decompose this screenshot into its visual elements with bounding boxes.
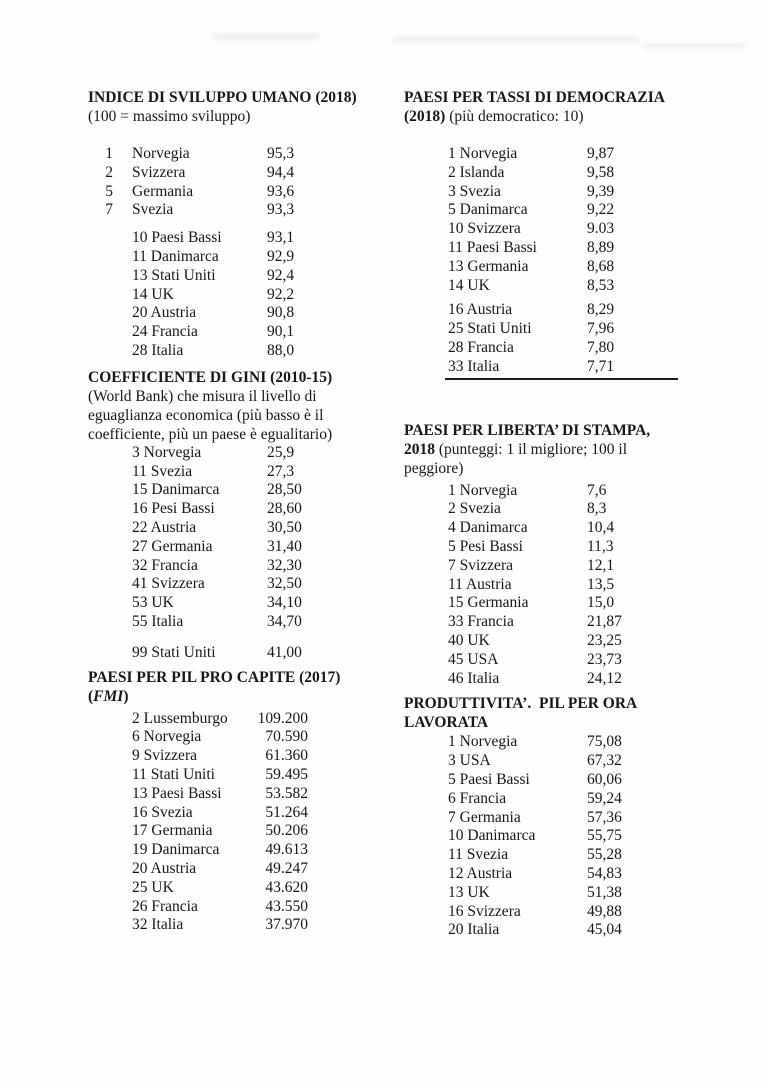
ranking-row bbox=[404, 239, 764, 258]
value: 9,22 bbox=[587, 201, 615, 219]
ranking-row bbox=[404, 557, 764, 576]
ranking-row bbox=[404, 500, 764, 519]
rank-country: 11 Austria bbox=[448, 575, 512, 593]
ranking-row bbox=[88, 183, 398, 202]
rank-country: 28 Francia bbox=[448, 338, 514, 356]
value: 28,50 bbox=[267, 481, 302, 499]
heading-line bbox=[88, 425, 398, 444]
heading-text: FMI bbox=[93, 687, 124, 705]
rank-country: 6 Norvegia bbox=[132, 728, 202, 746]
rank-country: 5 Pesi Bassi bbox=[448, 537, 523, 555]
section-pil-pro-capite bbox=[88, 668, 398, 936]
heading-text: (più democratico: 10) bbox=[445, 108, 584, 125]
value: 8,68 bbox=[587, 257, 615, 275]
ranking-row bbox=[88, 267, 398, 286]
heading-text: eguaglianza economica (più basso è il bbox=[88, 406, 324, 424]
rank-country: 45 USA bbox=[448, 650, 499, 668]
ranking-list bbox=[404, 301, 764, 376]
rank-country: 17 Germania bbox=[132, 822, 213, 840]
rank-country: 9 Svizzera bbox=[132, 747, 197, 765]
value: 7,96 bbox=[587, 320, 615, 338]
ranking-row bbox=[88, 500, 398, 519]
value: 61.360 bbox=[265, 747, 308, 765]
ranking-row bbox=[88, 594, 398, 613]
country: Svizzera bbox=[132, 163, 186, 181]
ranking-row bbox=[404, 145, 764, 164]
rank: 2 bbox=[105, 163, 113, 181]
ranking-row bbox=[404, 771, 764, 790]
ranking-row bbox=[88, 916, 398, 935]
ranking-row bbox=[88, 728, 398, 747]
rank-country: 11 Svezia bbox=[132, 462, 193, 480]
rank-country: 3 Norvegia bbox=[132, 443, 202, 461]
rank-country: 1 Norvegia bbox=[448, 481, 518, 499]
value: 10,4 bbox=[587, 519, 615, 537]
rank-country: 26 Francia bbox=[132, 897, 198, 915]
rank-country: 16 Pesi Bassi bbox=[132, 500, 215, 518]
ranking-row bbox=[404, 670, 764, 689]
rank-country: 11 Paesi Bassi bbox=[448, 238, 537, 256]
section-heading bbox=[88, 88, 398, 126]
section-tassi-democrazia bbox=[404, 88, 764, 380]
ranking-row bbox=[404, 733, 764, 752]
rank-country: 32 Francia bbox=[132, 556, 198, 574]
rank-country: 3 USA bbox=[448, 752, 491, 770]
horizontal-rule bbox=[445, 378, 678, 380]
rank-country: 40 UK bbox=[448, 631, 490, 649]
rank-country: 16 Svezia bbox=[132, 803, 193, 821]
ranking-list bbox=[88, 444, 398, 632]
heading-line bbox=[404, 459, 764, 478]
country: Svezia bbox=[132, 201, 174, 219]
value: 15,0 bbox=[587, 594, 615, 612]
country: Germania bbox=[132, 182, 194, 200]
heading-line bbox=[88, 687, 398, 706]
heading-text: PRODUTTIVITA’. PIL PER ORA bbox=[404, 695, 638, 713]
ranking-row bbox=[404, 903, 764, 922]
ranking-row bbox=[404, 183, 764, 202]
value: 88,0 bbox=[267, 341, 295, 359]
value: 31,40 bbox=[267, 537, 302, 555]
scan-artifact bbox=[392, 36, 640, 42]
ranking-row bbox=[88, 747, 398, 766]
heading-text: PAESI PER TASSI DI DEMOCRAZIA bbox=[404, 89, 665, 106]
section-heading bbox=[404, 88, 764, 126]
heading-text: (2018) bbox=[404, 108, 446, 125]
heading-line bbox=[404, 421, 764, 440]
value: 109.200 bbox=[257, 709, 308, 727]
rank-country: 14 UK bbox=[448, 276, 490, 294]
ranking-row bbox=[404, 752, 764, 771]
rank-country: 4 Danimarca bbox=[448, 519, 528, 537]
value: 8,29 bbox=[587, 301, 615, 319]
ranking-row bbox=[404, 613, 764, 632]
ranking-row bbox=[88, 164, 398, 183]
value: 43.550 bbox=[265, 897, 308, 915]
ranking-row bbox=[88, 481, 398, 500]
value: 12,1 bbox=[587, 556, 615, 574]
rank-country: 99 Stati Uniti bbox=[132, 643, 216, 661]
value: 8,53 bbox=[587, 276, 615, 294]
scan-artifact bbox=[642, 43, 747, 48]
value: 34,70 bbox=[267, 612, 302, 630]
ranking-row bbox=[88, 879, 398, 898]
value: 7,80 bbox=[587, 338, 615, 356]
rank-country: 15 Danimarca bbox=[132, 481, 220, 499]
heading-text: LAVORATA bbox=[404, 714, 489, 732]
section-heading bbox=[88, 668, 398, 706]
value: 13,5 bbox=[587, 575, 615, 593]
rank-country: 25 Stati Uniti bbox=[448, 320, 532, 338]
section-heading bbox=[404, 421, 764, 478]
heading-line bbox=[88, 668, 398, 687]
rank-country: 41 Svizzera bbox=[132, 575, 205, 593]
heading-text: PAESI PER LIBERTA’ DI STAMPA, bbox=[404, 421, 651, 439]
ranking-row bbox=[88, 248, 398, 267]
ranking-row bbox=[88, 710, 398, 729]
rank-country: 13 Stati Uniti bbox=[132, 266, 216, 284]
rank-country: 11 Stati Uniti bbox=[132, 765, 215, 783]
heading-line bbox=[88, 406, 398, 425]
ranking-row bbox=[404, 339, 764, 358]
rank-country: 53 UK bbox=[132, 594, 174, 612]
value: 60,06 bbox=[587, 770, 622, 788]
rank-country: 22 Austria bbox=[132, 518, 197, 536]
value: 34,10 bbox=[267, 594, 302, 612]
section-heading bbox=[404, 694, 764, 732]
heading-line bbox=[88, 387, 398, 406]
value: 27,3 bbox=[267, 462, 295, 480]
value: 28,60 bbox=[267, 500, 302, 518]
rank-country: 27 Germania bbox=[132, 537, 213, 555]
value: 11,3 bbox=[587, 537, 614, 555]
ranking-row bbox=[404, 576, 764, 595]
ranking-row bbox=[404, 320, 764, 339]
heading-line bbox=[88, 368, 398, 387]
heading-text: ) bbox=[123, 687, 129, 705]
ranking-row bbox=[404, 277, 764, 296]
value: 92,9 bbox=[267, 247, 295, 265]
value: 92,4 bbox=[267, 266, 295, 284]
value: 8,89 bbox=[587, 238, 615, 256]
value: 93,6 bbox=[267, 182, 295, 200]
rank-country: 5 Danimarca bbox=[448, 201, 528, 219]
section-heading bbox=[88, 368, 398, 444]
ranking-row bbox=[404, 201, 764, 220]
value: 30,50 bbox=[267, 518, 302, 536]
rank-country: 14 UK bbox=[132, 285, 174, 303]
ranking-row bbox=[404, 482, 764, 501]
heading-text: PAESI PER PIL PRO CAPITE (2017) bbox=[88, 668, 341, 686]
ranking-row bbox=[404, 921, 764, 940]
value: 93,3 bbox=[267, 201, 295, 219]
value: 92,2 bbox=[267, 285, 295, 303]
country: Norvegia bbox=[132, 145, 190, 162]
value: 45,04 bbox=[587, 921, 622, 939]
rank-country: 10 Danimarca bbox=[448, 827, 536, 845]
value: 25,9 bbox=[267, 443, 295, 461]
left-column bbox=[88, 88, 398, 935]
rank-country: 24 Francia bbox=[132, 323, 198, 341]
rank-country: 13 UK bbox=[448, 883, 490, 901]
ranking-row bbox=[88, 286, 398, 305]
value: 55,75 bbox=[587, 827, 622, 845]
value: 9.03 bbox=[587, 220, 615, 238]
value: 49,88 bbox=[587, 902, 622, 920]
rank-country: 15 Germania bbox=[448, 594, 529, 612]
rank-country: 11 Svezia bbox=[448, 846, 509, 864]
rank-country: 5 Paesi Bassi bbox=[448, 770, 530, 788]
ranking-row bbox=[88, 785, 398, 804]
rank-country: 16 Svizzera bbox=[448, 902, 521, 920]
value: 55,28 bbox=[587, 846, 622, 864]
ranking-row bbox=[88, 323, 398, 342]
ranking-row bbox=[88, 463, 398, 482]
value: 51,38 bbox=[587, 883, 622, 901]
ranking-row bbox=[88, 538, 398, 557]
ranking-row bbox=[88, 860, 398, 879]
rank-country: 46 Italia bbox=[448, 669, 500, 687]
rank-country: 16 Austria bbox=[448, 301, 513, 319]
heading-line bbox=[88, 88, 398, 107]
rank-country: 6 Francia bbox=[448, 789, 507, 807]
heading-text: COEFFICIENTE DI GINI (2010-15) bbox=[88, 368, 333, 386]
section-coefficiente-gini bbox=[88, 368, 398, 663]
heading-line bbox=[404, 694, 764, 713]
value: 70.590 bbox=[265, 728, 308, 746]
value: 90,8 bbox=[267, 304, 295, 322]
ranking-row bbox=[404, 358, 764, 377]
ranking-row bbox=[404, 164, 764, 183]
rank-country: 11 Danimarca bbox=[132, 247, 219, 265]
ranking-row bbox=[404, 301, 764, 320]
value: 67,32 bbox=[587, 752, 622, 770]
ranking-list bbox=[88, 145, 398, 220]
ranking-row bbox=[88, 342, 398, 361]
rank-country: 20 Austria bbox=[132, 859, 197, 877]
rank: 1 bbox=[105, 145, 113, 162]
rank-country: 2 Islanda bbox=[448, 163, 505, 181]
ranking-row bbox=[88, 444, 398, 463]
ranking-list bbox=[88, 644, 398, 663]
value: 9,58 bbox=[587, 163, 615, 181]
value: 93,1 bbox=[267, 229, 295, 247]
ranking-row bbox=[88, 841, 398, 860]
rank-country: 2 Lussemburgo bbox=[132, 709, 228, 727]
ranking-row bbox=[404, 220, 764, 239]
heading-line bbox=[88, 107, 398, 126]
value: 32,30 bbox=[267, 556, 302, 574]
value: 41,00 bbox=[267, 643, 302, 661]
right-column bbox=[404, 88, 764, 940]
value: 23,25 bbox=[587, 631, 622, 649]
value: 21,87 bbox=[587, 613, 622, 631]
value: 9,39 bbox=[587, 182, 615, 200]
rank-country: 13 Germania bbox=[448, 257, 529, 275]
heading-line bbox=[404, 713, 764, 732]
ranking-row bbox=[88, 201, 398, 220]
value: 32,50 bbox=[267, 575, 302, 593]
rank-country: 33 Francia bbox=[448, 613, 514, 631]
rank-country: 28 Italia bbox=[132, 341, 184, 359]
value: 53.582 bbox=[265, 784, 308, 802]
ranking-row bbox=[88, 613, 398, 632]
value: 7,6 bbox=[587, 481, 607, 499]
rank-country: 32 Italia bbox=[132, 916, 184, 934]
ranking-list bbox=[404, 733, 764, 940]
ranking-row bbox=[88, 804, 398, 823]
heading-text: 2018 bbox=[404, 440, 435, 458]
heading-text: INDICE DI SVILUPPO UMANO (2018) bbox=[88, 89, 357, 106]
rank-country: 10 Svizzera bbox=[448, 220, 521, 238]
ranking-row bbox=[88, 229, 398, 248]
value: 75,08 bbox=[587, 733, 622, 751]
ranking-row bbox=[88, 304, 398, 323]
ranking-list bbox=[404, 145, 764, 295]
rank-country: 7 Germania bbox=[448, 808, 521, 826]
value: 59,24 bbox=[587, 789, 622, 807]
ranking-row bbox=[88, 575, 398, 594]
rank-country: 19 Danimarca bbox=[132, 841, 220, 859]
section-indice-sviluppo-umano bbox=[88, 88, 398, 361]
heading-text: (World Bank) che misura il livello di bbox=[88, 387, 317, 405]
ranking-row bbox=[404, 632, 764, 651]
ranking-row bbox=[88, 766, 398, 785]
ranking-list bbox=[88, 229, 398, 361]
section-produttivita bbox=[404, 694, 764, 940]
ranking-row bbox=[88, 822, 398, 841]
rank-country: 1 Norvegia bbox=[448, 145, 518, 162]
value: 90,1 bbox=[267, 323, 295, 341]
heading-text: (punteggi: 1 il migliore; 100 il bbox=[435, 440, 628, 458]
rank-country: 13 Paesi Bassi bbox=[132, 784, 222, 802]
value: 59.495 bbox=[265, 765, 308, 783]
ranking-row bbox=[88, 145, 398, 164]
rank-country: 10 Paesi Bassi bbox=[132, 229, 222, 247]
value: 49.247 bbox=[265, 859, 308, 877]
value: 9,87 bbox=[587, 145, 615, 162]
value: 57,36 bbox=[587, 808, 622, 826]
ranking-list bbox=[88, 710, 398, 936]
rank-country: 33 Italia bbox=[448, 357, 500, 375]
rank-country: 25 UK bbox=[132, 878, 174, 896]
heading-line bbox=[404, 88, 764, 107]
value: 49.613 bbox=[265, 841, 308, 859]
value: 24,12 bbox=[587, 669, 622, 687]
ranking-row bbox=[404, 538, 764, 557]
ranking-row bbox=[404, 651, 764, 670]
heading-line bbox=[404, 440, 764, 459]
ranking-row bbox=[404, 827, 764, 846]
value: 95,3 bbox=[267, 145, 295, 162]
heading-text: (100 = massimo sviluppo) bbox=[88, 108, 251, 125]
value: 43.620 bbox=[265, 878, 308, 896]
value: 94,4 bbox=[267, 163, 295, 181]
value: 7,71 bbox=[587, 357, 615, 375]
ranking-row bbox=[404, 865, 764, 884]
rank-country: 3 Svezia bbox=[448, 182, 501, 200]
rank-country: 12 Austria bbox=[448, 864, 513, 882]
value: 8,3 bbox=[587, 500, 607, 518]
rank-country: 20 Austria bbox=[132, 304, 197, 322]
rank-country: 55 Italia bbox=[132, 612, 184, 630]
rank: 5 bbox=[105, 182, 113, 200]
value: 50.206 bbox=[265, 822, 308, 840]
rank: 7 bbox=[105, 201, 113, 219]
ranking-row bbox=[404, 884, 764, 903]
ranking-row bbox=[404, 594, 764, 613]
rank-country: 20 Italia bbox=[448, 921, 500, 939]
ranking-row bbox=[404, 258, 764, 277]
value: 54,83 bbox=[587, 864, 622, 882]
section-liberta-stampa bbox=[404, 421, 764, 689]
scan-artifact bbox=[212, 33, 320, 40]
ranking-row bbox=[404, 809, 764, 828]
ranking-row bbox=[88, 557, 398, 576]
value: 23,73 bbox=[587, 650, 622, 668]
ranking-row bbox=[404, 790, 764, 809]
rank-country: 7 Svizzera bbox=[448, 556, 513, 574]
ranking-row bbox=[404, 846, 764, 865]
rank-country: 2 Svezia bbox=[448, 500, 501, 518]
ranking-row bbox=[88, 519, 398, 538]
value: 37.970 bbox=[265, 916, 308, 934]
heading-text: peggiore) bbox=[404, 459, 464, 477]
heading-line bbox=[404, 107, 764, 126]
ranking-row bbox=[404, 519, 764, 538]
rank-country: 1 Norvegia bbox=[448, 733, 518, 751]
ranking-list bbox=[404, 482, 764, 689]
heading-text: coefficiente, più un paese è egualitario) bbox=[88, 425, 333, 443]
ranking-row bbox=[88, 898, 398, 917]
heading-text: ( bbox=[88, 687, 94, 705]
ranking-row bbox=[88, 644, 398, 663]
value: 51.264 bbox=[265, 803, 308, 821]
